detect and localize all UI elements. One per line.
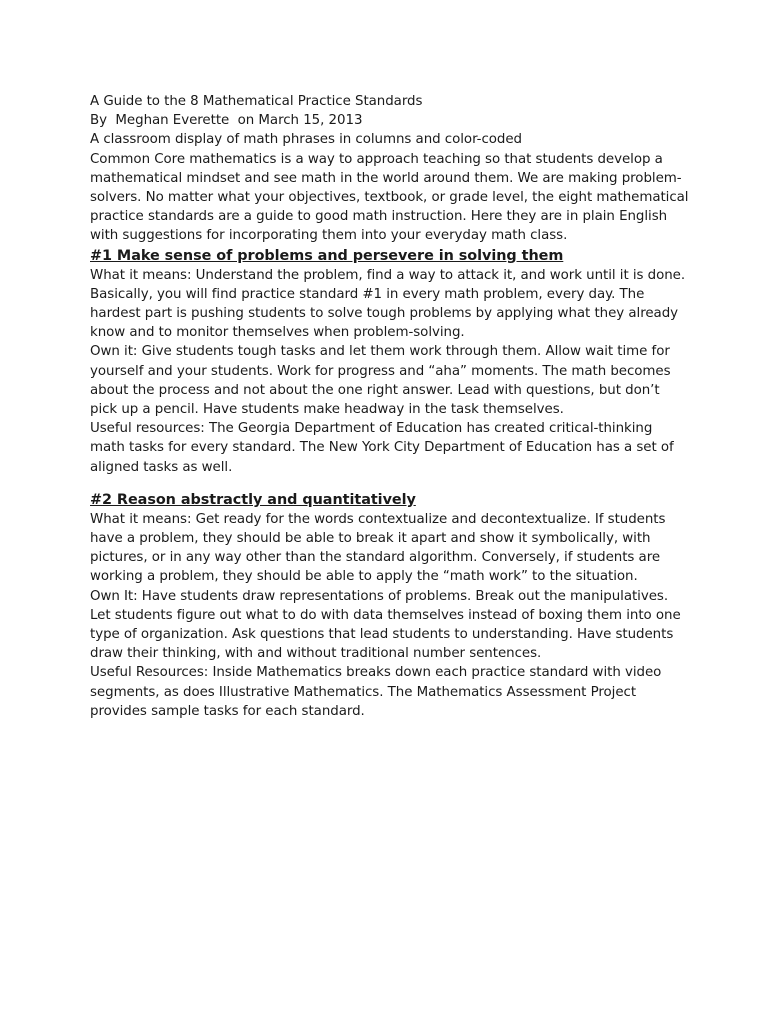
section-standard-1	[90, 246, 690, 477]
image-caption: A classroom display of math phrases in columns and color-coded	[90, 132, 522, 148]
document-page	[90, 92, 690, 734]
what-it-means-paragraph: What it means: Understand the problem, find a way to attack it, and work until it is done. Basically, you will find practice standard #1 in every math problem, every day. The hardest part is pushing students to solve tough problems by applying what they already know and to monitor themselves when problem-solving.	[90, 267, 686, 341]
what-it-means-paragraph: What it means: Get ready for the words contextualize and decontextualize. If students have a problem, they should be able to break it apart and show it symbolically, with pictures, or in any way other than the standard algorithm. Conversely, if students are working a problem, they should be able to apply the “math work” to the situation.	[90, 511, 666, 585]
own-it-paragraph: Own It: Have students draw representations of problems. Break out the manipulatives. Let students figure out what to do with data themselves instead of boxing them into one type of organization. Ask questions that lead students to understanding. Have students draw their thinking, with and without traditional number sentences.	[90, 588, 681, 662]
document-title: A Guide to the 8 Mathematical Practice Standards	[90, 94, 423, 109]
section-heading: #1 Make sense of problems and persevere in solving them	[90, 247, 564, 264]
own-it-paragraph: Own it: Give students tough tasks and let them work through them. Allow wait time for yourself and your students. Work for progress and “aha” moments. The math becomes about the process and not about the one right answer. Lead with questions, but don’t pick up a pencil. Have students make headway in the task themselves.	[90, 344, 671, 418]
useful-resources-paragraph: Useful resources: The Georgia Department of Education has created critical-thinking math tasks for every standard. The New York City Department of Education has a set of aligned tasks as well.	[90, 421, 674, 475]
section-standard-2	[90, 490, 690, 721]
byline: By Meghan Everette on March 15, 2013	[90, 113, 363, 129]
section-heading: #2 Reason abstractly and quantitatively	[90, 491, 416, 508]
useful-resources-paragraph: Useful Resources: Inside Mathematics breaks down each practice standard with video segments, as does Illustrative Mathematics. The Mathematics Assessment Project provides sample tasks for each standard.	[90, 665, 662, 719]
intro-paragraph: Common Core mathematics is a way to approach teaching so that students develop a mathematical mindset and see math in the world around them. We are making problem-solvers. No matter what your objectives, textbook, or grade level, the eight mathematical practice standards are a guide to good math instruction. Here they are in plain English with suggestions for incorporating them into your everyday math class.	[90, 151, 689, 244]
